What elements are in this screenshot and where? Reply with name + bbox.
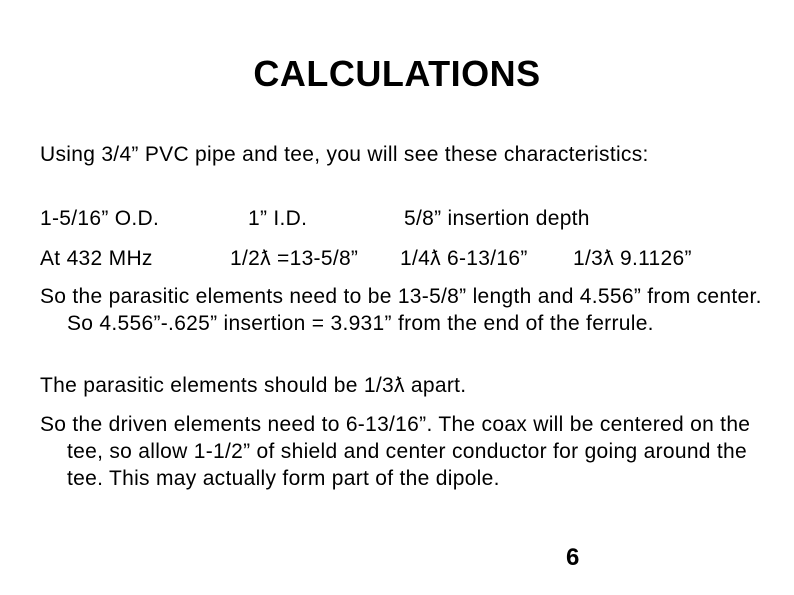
half-wavelength: 1/2ƛ =13-5/8” xyxy=(230,247,359,270)
insertion-depth: 5/8” insertion depth xyxy=(404,207,590,230)
intro-text: Using 3/4” PVC pipe and tee, you will see these characteristics: xyxy=(40,143,649,166)
quarter-wavelength: 1/4ƛ 6-13/16” xyxy=(400,247,528,270)
third-wavelength: 1/3ƛ 9.1126” xyxy=(573,247,692,270)
outer-diameter: 1-5/16” O.D. xyxy=(40,207,160,230)
parasitic-spacing-text: The parasitic elements should be 1/3ƛ apart. xyxy=(40,374,467,397)
frequency-label: At 432 MHz xyxy=(40,247,153,270)
parasitic-length-text: So the parasitic elements need to be 13-5/8” length and 4.556” from center. So 4.556”-.625” insertion = 3.931” from the end of the ferrule. xyxy=(40,285,762,335)
inner-diameter: 1” I.D. xyxy=(248,207,308,230)
page-number: 6 xyxy=(566,544,580,571)
driven-elements-text: So the driven elements need to 6-13/16”. The coax will be centered on the tee, so allow 1-1/2” of shield and center conductor for going around the tee. This may actually form part of the dipole. xyxy=(40,413,751,490)
slide-title: CALCULATIONS xyxy=(253,53,541,94)
